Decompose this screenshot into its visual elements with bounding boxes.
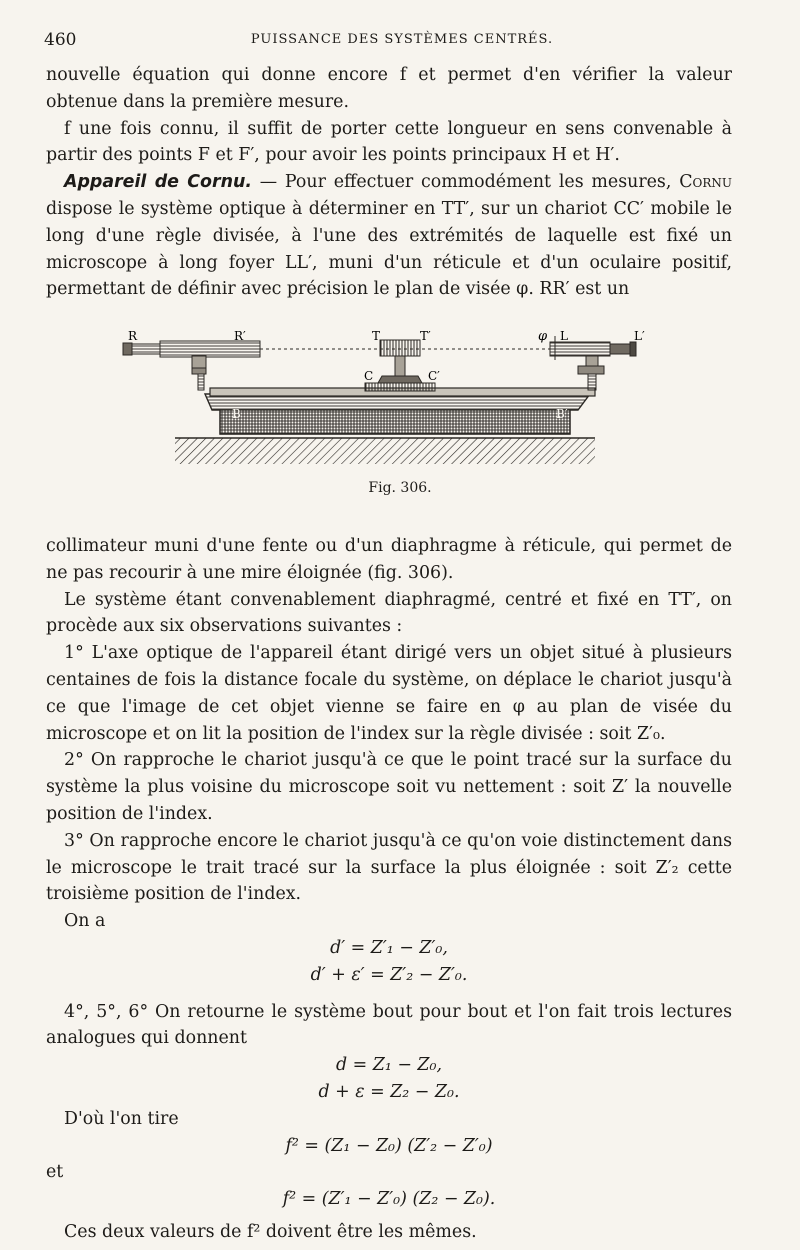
microscope-tube [550, 342, 610, 356]
text-block-bottom [46, 533, 732, 1246]
page-number: 460 [44, 30, 77, 50]
microscope-eyepiece [610, 344, 630, 354]
label-R: R [128, 330, 138, 343]
paragraph-continuation: nouvelle équation qui donne encore f et permet d'en vérifier la valeur obtenue dans la première mesure. [46, 65, 732, 112]
page-header [44, 30, 760, 60]
lens-stem [395, 356, 405, 376]
microscope-mount [578, 366, 604, 374]
label-phi: φ [538, 330, 548, 344]
observation-4-5-6: 4°, 5°, 6° On retourne le système bout pour bout et l'on fait trois lectures analogues qui donnent [46, 1001, 732, 1049]
label-C: C [364, 369, 374, 383]
section-title: Appareil de Cornu. [64, 172, 252, 193]
label-C-prime: C′ [428, 369, 440, 383]
equation-5: f² = (Z₁ − Z₀) (Z′₂ − Z′₀) [285, 1135, 493, 1156]
label-L-prime: L′ [634, 330, 645, 343]
label-T-prime: T′ [420, 330, 431, 343]
running-title: PUISSANCE DES SYSTÈMES CENTRÉS. [250, 32, 554, 47]
equation-4: d + ε = Z₂ − Z₀. [318, 1081, 460, 1102]
collimator-post [192, 356, 206, 368]
dou-line: D'où l'on tire [64, 1108, 179, 1129]
figure-caption: Fig. 306. [368, 480, 432, 496]
observation-2: 2° On rapproche le chariot jusqu'à ce que le point tracé sur la surface du système la plus voisine du microscope soit vu nettement : soit Z′ la nouvelle position de l'index. [46, 750, 732, 824]
eyepiece-cap [630, 342, 636, 356]
observation-3: 3° On rapproche encore le chariot jusqu'à ce qu'on voie distinctement dans le microscope le trait tracé sur la surface la plus éloignée : soit Z′₂ cette troisième position de l'index. [46, 830, 732, 905]
cornu-apparatus-illustration [110, 330, 650, 470]
carriage [365, 383, 435, 391]
final-sentence: Ces deux valeurs de f² doivent être les mêmes. [64, 1221, 477, 1242]
collimator-support-left [198, 374, 204, 390]
collimator-tube [160, 341, 260, 357]
label-B: B [232, 407, 241, 421]
paragraph-principal-points: f une fois connu, il suffit de porter cette longueur en sens convenable à partir des points F et F′, pour avoir les points principaux H et H′. [46, 118, 732, 166]
on-a-line: On a [64, 911, 106, 932]
text-block-top [46, 62, 732, 303]
author-name: Cornu [679, 172, 732, 193]
equation-6: f² = (Z′₁ − Z′₀) (Z₂ − Z₀). [282, 1189, 496, 1210]
et-line: et [46, 1162, 64, 1183]
figure-306 [110, 330, 650, 470]
paragraph-collimator: collimateur muni d'une fente ou d'un diaphragme à réticule, qui permet de ne pas recourir à une mire éloignée (fig. 306). [46, 536, 732, 583]
collimator-slit-end [123, 343, 132, 355]
equation-2: d′ + ε′ = Z′₂ − Z′₀. [310, 964, 468, 985]
equation-3: d = Z₁ − Z₀, [335, 1055, 443, 1076]
paragraph-procedure: Le système étant convenablement diaphragmé, centré et fixé en TT′, on procède aux six observations suivantes : [46, 589, 732, 637]
label-B-prime: B′ [556, 407, 568, 421]
optical-system-lens [380, 340, 420, 356]
rule-side [220, 410, 570, 434]
label-R-prime: R′ [234, 330, 246, 343]
collimator-tube-narrow [132, 344, 160, 354]
lens-foot [378, 376, 422, 383]
ground-hatch [175, 438, 595, 464]
equation-1: d′ = Z′₁ − Z′₀, [330, 937, 448, 958]
observation-1: 1° L'axe optique de l'appareil étant dirigé vers un objet situé à plusieurs centaines de fois la distance focale du système, on déplace le chariot jusqu'à ce que l'image de cet objet vienne se faire en φ au plan de visée du microscope et on lit la position de l'index sur la règle divisée : soit Z′₀. [46, 643, 732, 744]
paragraph-cornu-apparatus: Appareil de Cornu. — Pour effectuer commodément les mesures, Cornu dispose le système optique à déterminer en TT′, sur un chariot CC′ mobile le long d'une règle divisée, à l'une des extrémités de laquelle est fixé un microscope à long foyer LL′, muni d'un réticule et d'un oculaire positif, permettant de définir avec précision le plan de visée φ. RR′ est un [46, 172, 732, 300]
label-T: T [372, 330, 381, 343]
label-L: L [560, 330, 568, 343]
microscope-support [588, 374, 596, 390]
